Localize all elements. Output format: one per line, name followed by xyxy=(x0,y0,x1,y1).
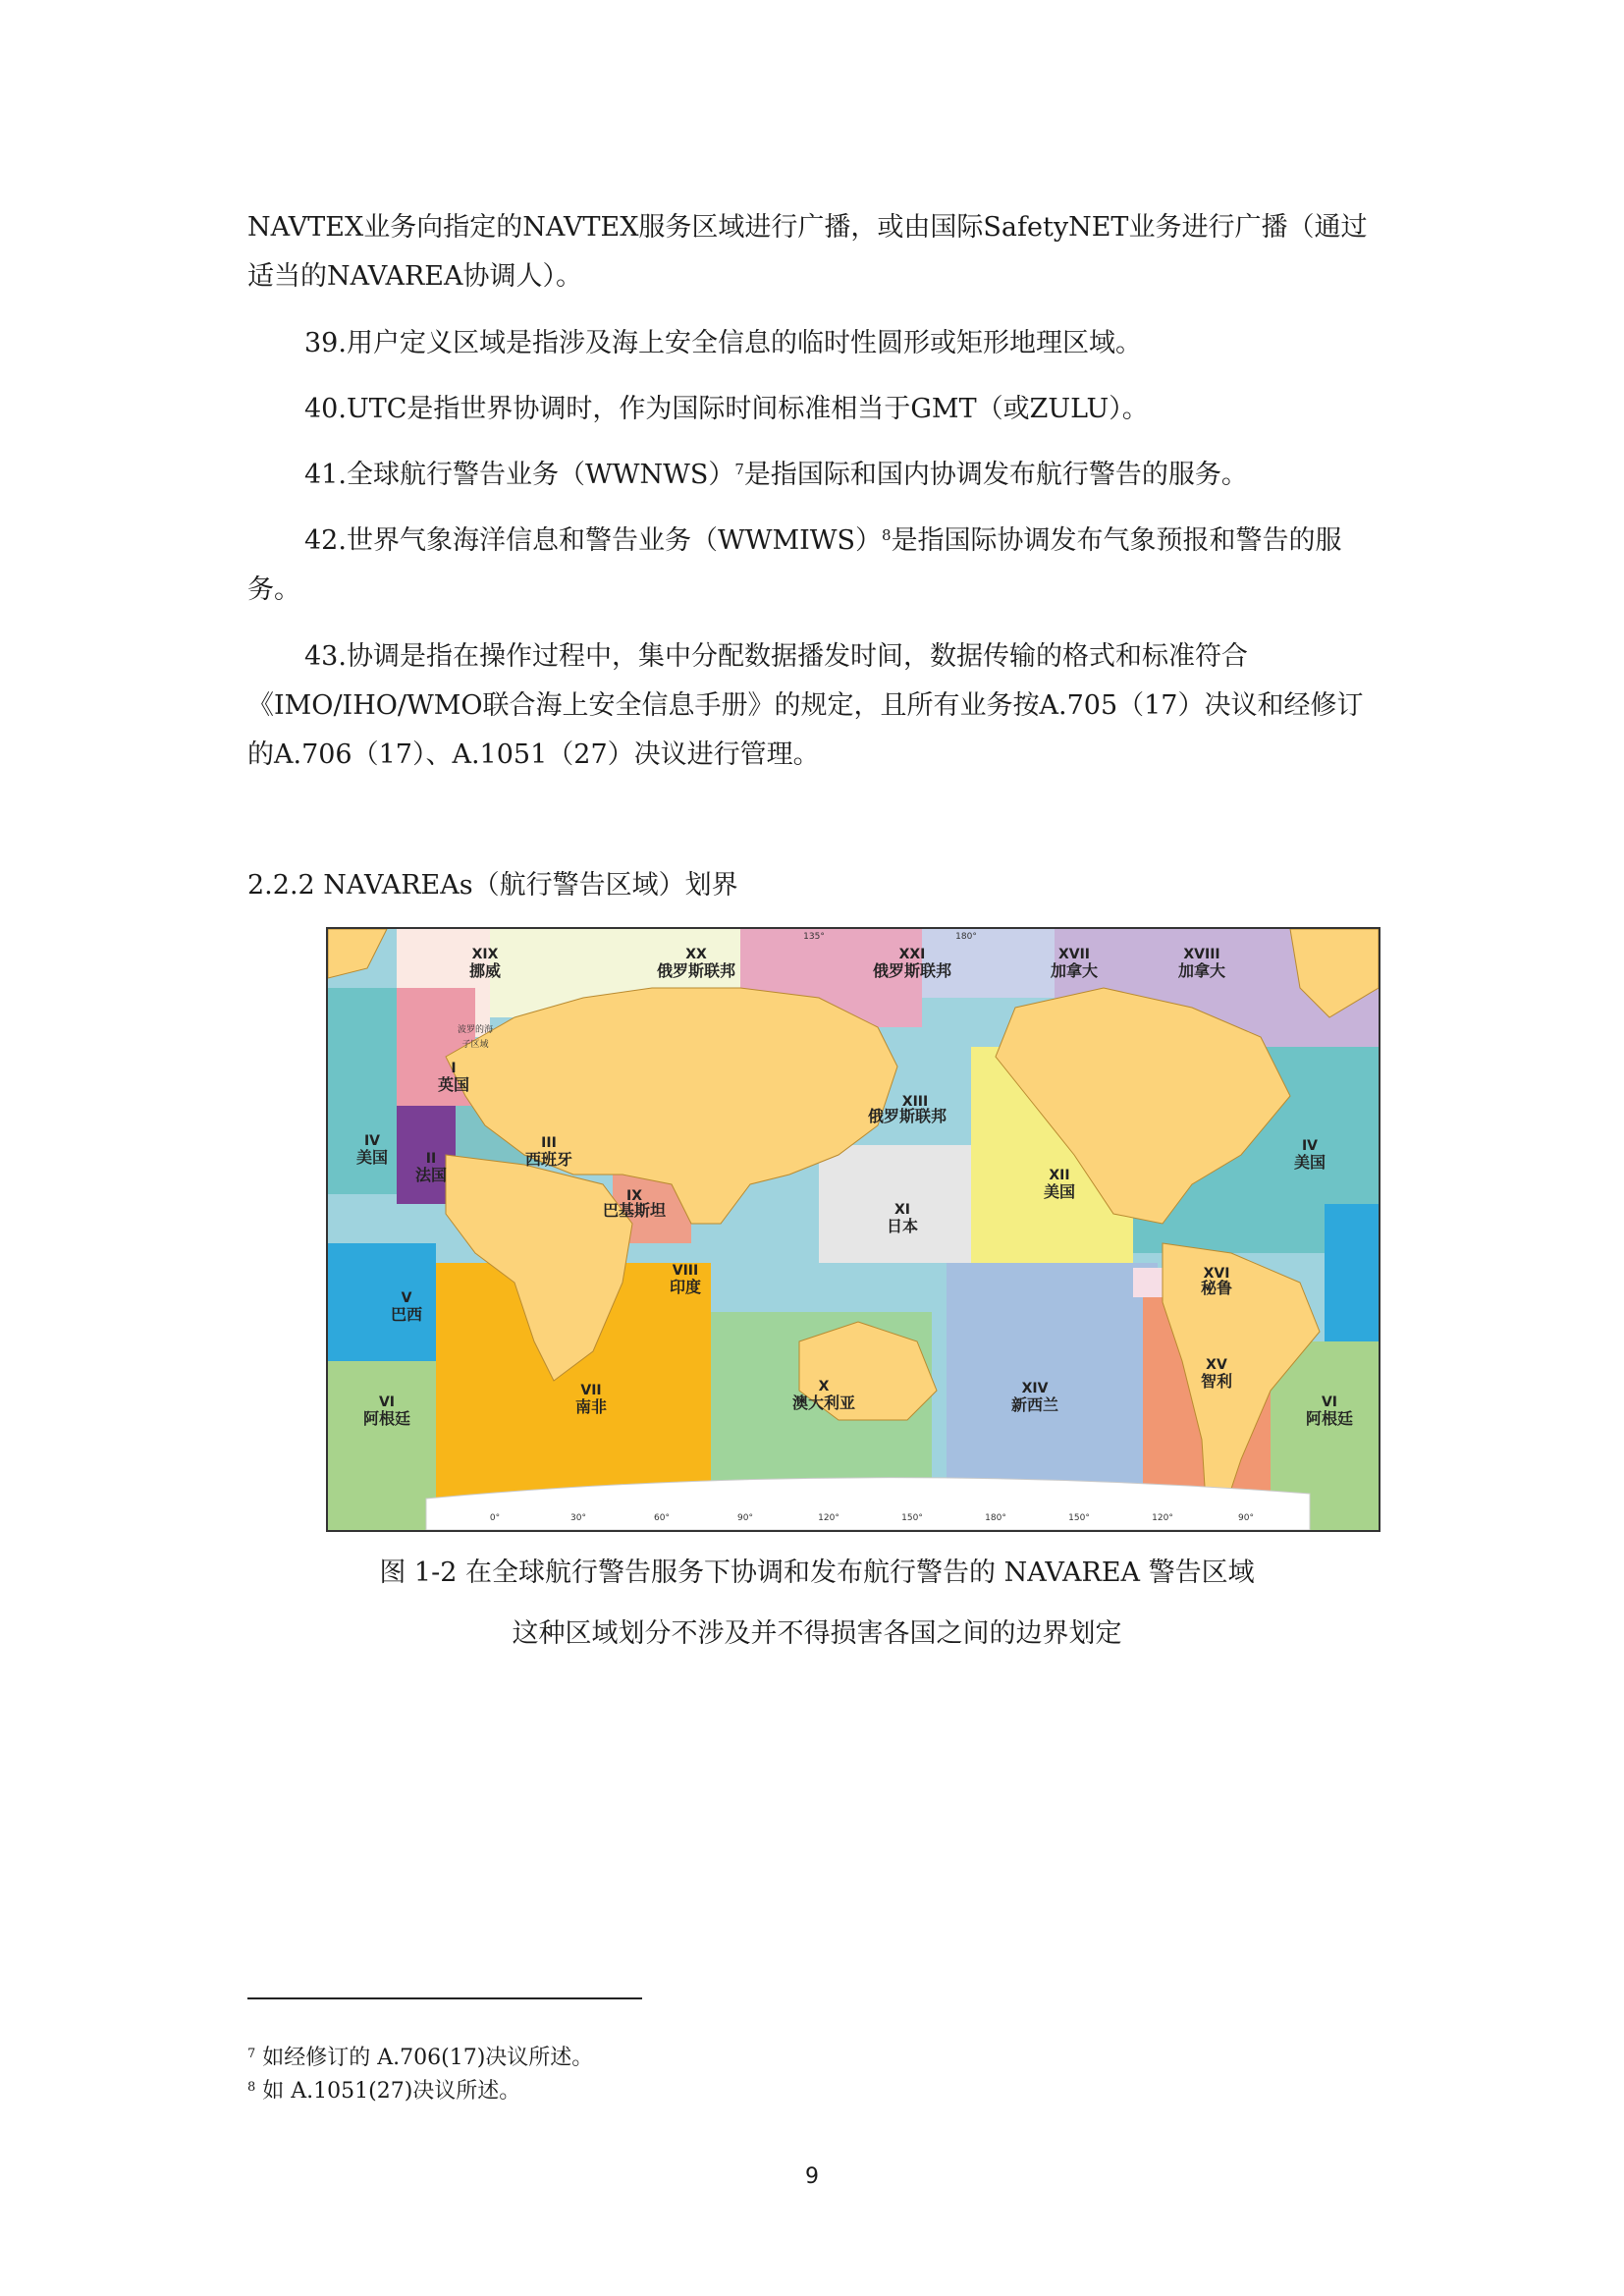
label-x-name: 澳大利亚 xyxy=(791,1394,856,1412)
label-xvi-numeral: XVI xyxy=(1203,1266,1230,1282)
label-vi-east-numeral: VI xyxy=(1321,1394,1338,1410)
lon-label: 120° xyxy=(1152,1513,1173,1523)
figure-caption: 图 1-2 在全球航行警告服务下协调和发布航行警告的 NAVAREA 警告区域 xyxy=(379,1558,1255,1588)
lon-top-label: 180° xyxy=(955,932,977,942)
label-i-name: 英国 xyxy=(437,1075,470,1094)
label-vii-name: 南非 xyxy=(574,1397,608,1416)
label-ix-numeral: IX xyxy=(625,1188,643,1204)
label-xiv-numeral: XIV xyxy=(1021,1381,1049,1396)
label-ii-numeral: II xyxy=(425,1151,437,1167)
lon-label: 60° xyxy=(654,1513,670,1523)
label-viii-name: 印度 xyxy=(669,1278,702,1296)
label-xxi-name: 俄罗斯联邦 xyxy=(872,961,952,980)
label-vii-numeral: VII xyxy=(580,1383,602,1398)
area-v xyxy=(328,1243,436,1361)
footnote-8 xyxy=(247,2076,520,2107)
label-iii-name: 西班牙 xyxy=(524,1150,573,1169)
footnote-mark: 8 xyxy=(247,2080,256,2095)
paragraph-41-text-rest: 是指国际和国内协调发布航行警告的服务。 xyxy=(743,460,1248,490)
lon-label: 30° xyxy=(570,1513,586,1523)
label-baltic-sea: 波罗的海 xyxy=(457,1025,494,1035)
label-xi-name: 日本 xyxy=(886,1217,919,1235)
lon-label: 150° xyxy=(901,1513,923,1523)
footnote-7 xyxy=(247,2043,593,2074)
label-iv-west-name: 美国 xyxy=(355,1148,389,1167)
footnote-text: 如 A.1051(27)决议所述。 xyxy=(262,2079,521,2104)
page-number: 9 xyxy=(805,2164,819,2189)
label-vi-west-name: 阿根廷 xyxy=(362,1409,411,1428)
section-heading: 2.2.2 NAVAREAs（航行警告区域）划界 xyxy=(247,870,738,901)
label-xviii-name: 加拿大 xyxy=(1177,961,1226,980)
label-xii-numeral: XII xyxy=(1049,1168,1070,1183)
label-baltic-subarea: 子区域 xyxy=(461,1040,489,1050)
footnote-ref-8[interactable]: 8 xyxy=(882,526,892,544)
label-xii-name: 美国 xyxy=(1043,1182,1076,1201)
figure-note: 这种区域划分不涉及并不得损害各国之间的边界划定 xyxy=(512,1618,1122,1649)
label-iv-east-numeral: IV xyxy=(1301,1138,1319,1154)
label-ix-name: 巴基斯坦 xyxy=(602,1201,667,1220)
label-xvii-name: 加拿大 xyxy=(1050,961,1099,980)
footnote-separator xyxy=(247,1997,642,1999)
lon-label: 180° xyxy=(985,1513,1006,1523)
label-xiv-name: 新西兰 xyxy=(1010,1395,1059,1414)
paragraph-41 xyxy=(247,451,1386,500)
area-vi-west xyxy=(328,1361,436,1530)
label-xv-numeral: XV xyxy=(1206,1357,1227,1373)
label-xiii-name: 俄罗斯联邦 xyxy=(867,1107,947,1125)
paragraph-42-text: 42.世界气象海洋信息和警告业务（WWMIWS） xyxy=(304,525,883,556)
paragraph-navtex: NAVTEX业务向指定的NAVTEX服务区域进行广播，或由国际SafetyNET业务进行广播（通过适当的NAVAREA协调人）。 xyxy=(247,212,1368,292)
lon-label: 150° xyxy=(1068,1513,1090,1523)
label-xi-numeral: XI xyxy=(893,1202,911,1218)
paragraph-43: 43.协调是指在操作过程中，集中分配数据播发时间，数据传输的格式和标准符合《IMO/IHO/WMO联合海上安全信息手册》的规定，且所有业务按A.705（17）决议和经修订的A.706（17）、A.1051（27）决议进行管理。 xyxy=(247,641,1364,770)
paragraph-42-text-rest: 是指国际协调发布气象预报和警告的服务。 xyxy=(247,525,1342,605)
lon-top-label: 135° xyxy=(803,932,825,942)
paragraph-40: 40.UTC是指世界协调时，作为国际时间标准相当于GMT（或ZULU）。 xyxy=(304,394,1149,424)
footnote-ref-7[interactable]: 7 xyxy=(734,461,744,478)
lon-label: 120° xyxy=(818,1513,839,1523)
lon-label: 0° xyxy=(489,1513,501,1523)
label-xiii-numeral: XIII xyxy=(901,1094,929,1110)
lon-label: 90° xyxy=(737,1513,753,1523)
label-vi-west-numeral: VI xyxy=(378,1394,396,1410)
label-xvii-numeral: XVII xyxy=(1057,947,1091,962)
label-xv-name: 智利 xyxy=(1200,1372,1233,1391)
label-xix-numeral: XIX xyxy=(471,947,499,962)
label-xx-numeral: XX xyxy=(685,947,707,962)
navarea-map-figure xyxy=(326,927,1380,1532)
label-x-numeral: X xyxy=(818,1379,830,1394)
label-ii-name: 法国 xyxy=(414,1166,448,1184)
label-xviii-numeral: XVIII xyxy=(1183,947,1220,962)
label-iv-west-numeral: IV xyxy=(363,1133,381,1149)
label-xx-name: 俄罗斯联邦 xyxy=(656,961,736,980)
paragraph-42 xyxy=(247,517,1386,615)
label-xvi-name: 秘鲁 xyxy=(1200,1279,1233,1297)
label-v-numeral: V xyxy=(401,1290,412,1306)
label-v-name: 巴西 xyxy=(390,1305,423,1324)
label-i-numeral: I xyxy=(451,1061,457,1076)
label-iv-east-name: 美国 xyxy=(1293,1153,1326,1172)
label-iii-numeral: III xyxy=(541,1135,557,1151)
footnote-text: 如经修订的 A.706(17)决议所述。 xyxy=(262,2046,594,2070)
label-xix-name: 挪威 xyxy=(468,961,502,980)
label-viii-numeral: VIII xyxy=(672,1263,699,1279)
label-vi-east-name: 阿根廷 xyxy=(1305,1409,1354,1428)
paragraph-41-text: 41.全球航行警告业务（WWNWS） xyxy=(304,460,735,490)
navarea-map xyxy=(328,929,1379,1530)
footnote-mark: 7 xyxy=(247,2047,256,2061)
area-v-east xyxy=(1325,1204,1379,1341)
lon-label: 90° xyxy=(1238,1513,1254,1523)
paragraph-39: 39.用户定义区域是指涉及海上安全信息的临时性圆形或矩形地理区域。 xyxy=(304,328,1142,358)
label-xxi-numeral: XXI xyxy=(898,947,926,962)
